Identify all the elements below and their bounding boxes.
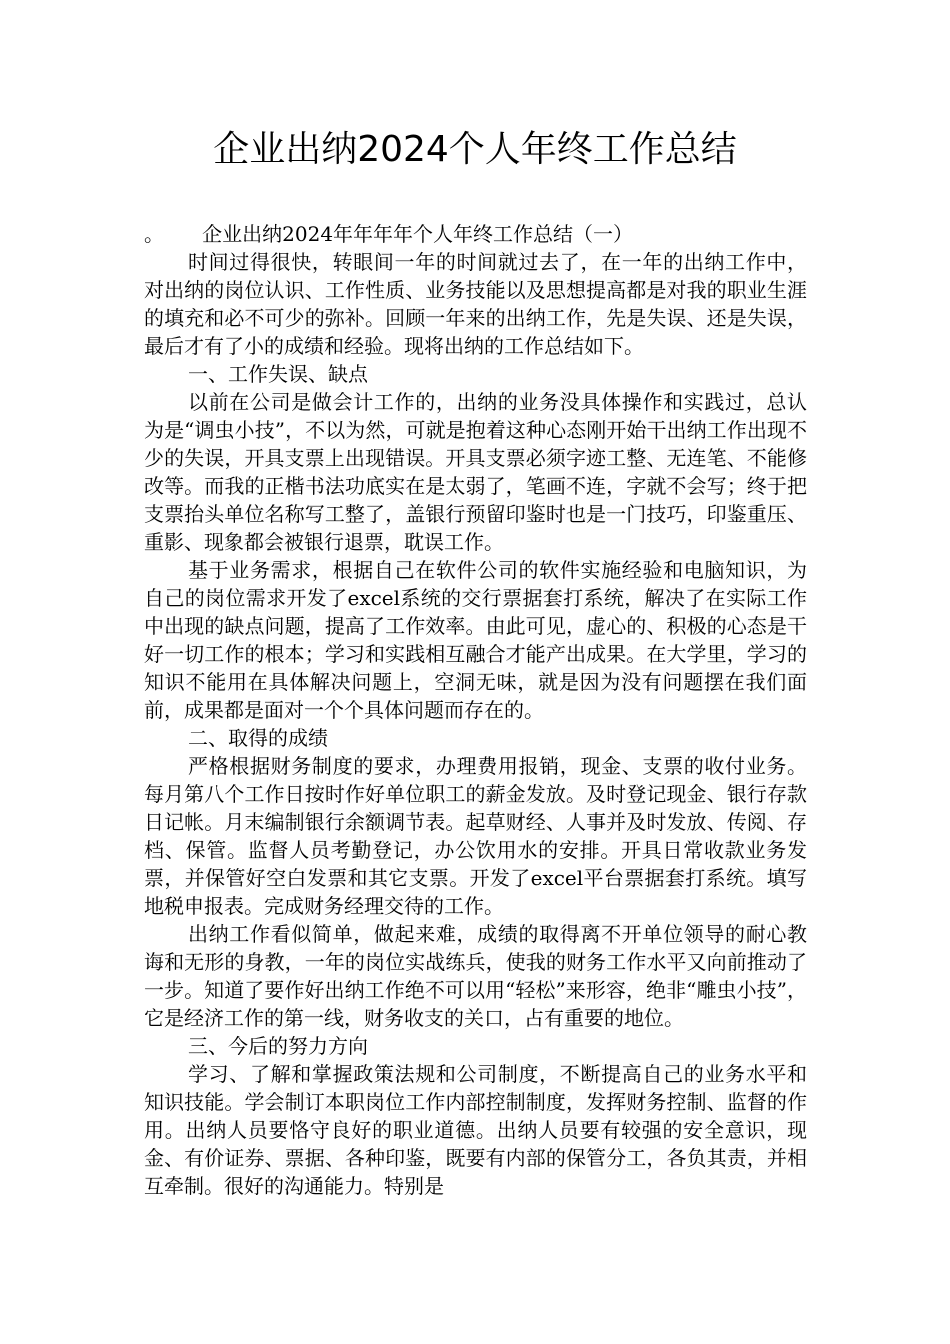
- section-heading-1: 一、工作失误、缺点: [188, 362, 368, 386]
- document-subtitle: 。 企业出纳2024年年年年个人年终工作总结（一）: [144, 222, 634, 246]
- paragraph-future: 学习、了解和掌握政策法规和公司制度，不断提高自己的业务水平和知识技能。学会制订本职岗位工作内部控制制度，发挥财务控制、监督的作用。出纳人员要恪守良好的职业道德。出纳人员要有较强的安全意识，现金、有价证券、票据、各种印鉴，既要有内部的保管分工，各负其责，并相互牵制。很好的沟通能力。特别是: [144, 1062, 807, 1198]
- section-heading-2: 二、取得的成绩: [188, 726, 328, 750]
- document-body: [144, 220, 807, 1200]
- paragraph-intro: 时间过得很快，转眼间一年的时间就过去了，在一年的出纳工作中，对出纳的岗位认识、工作性质、业务技能以及思想提高都是对我的职业生涯的填充和必不可少的弥补。回顾一年来的出纳工作，先是失误、还是失误，最后才有了小的成绩和经验。现将出纳的工作总结如下。: [144, 250, 807, 358]
- document-title: 企业出纳2024个人年终工作总结: [213, 129, 737, 170]
- paragraph-achievements: 严格根据财务制度的要求，办理费用报销，现金、支票的收付业务。每月第八个工作日按时作好单位职工的薪金发放。及时登记现金、银行存款日记帐。月末编制银行余额调节表。起草财经、人事并及时发放、传阅、存档、保管。监督人员考勤登记，办公饮用水的安排。开具日常收款业务发票，并保管好空白发票和其它支票。开发了excel平台票据套打系统。填写地税申报表。完成财务经理交待的工作。: [144, 754, 807, 918]
- paragraph-improvement: 基于业务需求，根据自己在软件公司的软件实施经验和电脑知识，为自己的岗位需求开发了excel系统的交行票据套打系统，解决了在实际工作中出现的缺点问题，提高了工作效率。由此可见，虚心的、积极的心态是干好一切工作的根本；学习和实践相互融合才能产出成果。在大学里，学习的知识不能用在具体解决问题上，空洞无味，就是因为没有问题摆在我们面前，成果都是面对一个个具体问题而存在的。: [144, 558, 807, 722]
- paragraph-mistakes: 以前在公司是做会计工作的，出纳的业务没具体操作和实践过，总认为是“调虫小技”，不以为然，可就是抱着这种心态刚开始干出纳工作出现不少的失误，开具支票上出现错误。开具支票必须字迹工整、无连笔、不能修改等。而我的正楷书法功底实在是太弱了，笔画不连，字就不会写；终于把支票抬头单位名称写工整了，盖银行预留印鉴时也是一门技巧，印鉴重压、重影、现象都会被银行退票，耽误工作。: [144, 390, 807, 554]
- paragraph-reflection: 出纳工作看似简单，做起来难，成绩的取得离不开单位领导的耐心教诲和无形的身教，一年的岗位实战练兵，使我的财务工作水平又向前推动了一步。知道了要作好出纳工作绝不可以用“轻松”来形容，绝非“雕虫小技”，它是经济工作的第一线，财务收支的关口，占有重要的地位。: [144, 922, 807, 1030]
- section-heading-3: 三、今后的努力方向: [188, 1034, 368, 1058]
